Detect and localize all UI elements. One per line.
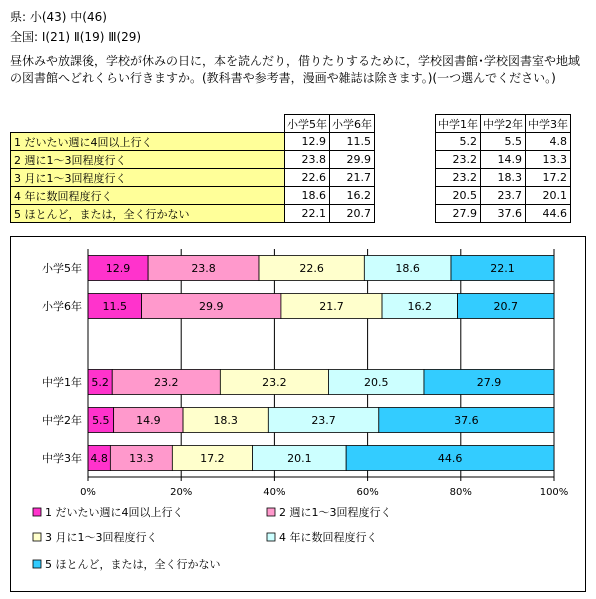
x-tick-label: 40%: [263, 487, 286, 498]
data-label: 13.3: [129, 452, 154, 465]
cell-e5: 22.6: [285, 169, 330, 187]
data-label: 44.6: [437, 452, 463, 465]
cell-m3: 44.6: [526, 205, 571, 223]
table-row: [11, 187, 375, 205]
data-label: 23.2: [154, 376, 179, 389]
cell-m1: 23.2: [436, 169, 481, 187]
prefecture-sample-line: 県: 小(43) 中(46): [10, 10, 107, 24]
cell-e5: 23.8: [285, 151, 330, 169]
data-label: 23.2: [262, 376, 287, 389]
national-sample-line: 全国: Ⅰ(21) Ⅱ(19) Ⅲ(29): [10, 30, 142, 44]
category-label: 小学5年: [42, 262, 82, 275]
category-label: 中学3年: [42, 452, 82, 465]
x-tick-label: 80%: [449, 487, 472, 498]
legend-label: 1 だいたい週に4回以上行く: [45, 506, 184, 519]
x-tick-label: 20%: [170, 487, 193, 498]
legend-swatch: [33, 533, 41, 541]
middle-school-table: [435, 114, 571, 223]
data-label: 21.7: [319, 300, 344, 313]
legend-label: 3 月に1～3回程度行く: [45, 531, 158, 544]
cell-m1: 23.2: [436, 151, 481, 169]
category-label: 中学1年: [42, 376, 82, 389]
cell-m2: 14.9: [481, 151, 526, 169]
cell-m3: 17.2: [526, 169, 571, 187]
data-label: 4.8: [90, 452, 108, 465]
table-row: [11, 151, 375, 169]
col-header-e6: 小学6年: [330, 115, 375, 133]
x-tick-label: 60%: [356, 487, 379, 498]
legend-swatch: [33, 508, 41, 516]
question-text: 昼休みや放課後，学校が休みの日に，本を読んだり，借りたりするために，学校図書館･学校図書室や地域の図書館へどれくらい行きますか。(教科書や参考書，漫画や雑誌は除きます。)(一つ選んでください。): [10, 54, 581, 85]
data-label: 5.2: [91, 376, 109, 389]
table-row: [436, 151, 571, 169]
data-label: 20.7: [493, 300, 519, 313]
data-label: 12.9: [105, 262, 131, 275]
row-label: 1 だいたい週に4回以上行く: [11, 133, 285, 151]
cell-m2: 18.3: [481, 169, 526, 187]
data-label: 18.3: [213, 414, 238, 427]
legend-label: 2 週に1～3回程度行く: [279, 506, 392, 519]
data-label: 23.7: [311, 414, 336, 427]
cell-e6: 20.7: [330, 205, 375, 223]
table-row: [436, 187, 571, 205]
cell-e5: 22.1: [285, 205, 330, 223]
table-row: [436, 205, 571, 223]
data-label: 20.1: [287, 452, 312, 465]
cell-e6: 21.7: [330, 169, 375, 187]
data-label: 17.2: [200, 452, 225, 465]
data-label: 18.6: [395, 262, 420, 275]
table-row: [436, 133, 571, 151]
cell-m2: 23.7: [481, 187, 526, 205]
cell-m3: 20.1: [526, 187, 571, 205]
table-header-row: [436, 115, 571, 133]
data-label: 23.8: [191, 262, 216, 275]
cell-e5: 18.6: [285, 187, 330, 205]
cell-m1: 5.2: [436, 133, 481, 151]
table-header-row: [11, 115, 375, 133]
row-label: 5 ほとんど，または，全く行かない: [11, 205, 285, 223]
cell-e6: 29.9: [330, 151, 375, 169]
col-header-e5: 小学5年: [285, 115, 330, 133]
stacked-bar-chart: [11, 237, 585, 591]
cell-e6: 11.5: [330, 133, 375, 151]
data-label: 20.5: [363, 376, 389, 389]
cell-m3: 13.3: [526, 151, 571, 169]
cell-m2: 37.6: [481, 205, 526, 223]
cell-m1: 20.5: [436, 187, 481, 205]
table-row: [11, 205, 375, 223]
table-corner: [11, 115, 285, 133]
data-label: 27.9: [476, 376, 502, 389]
x-tick-label: 0%: [80, 487, 96, 498]
legend-swatch: [267, 508, 275, 516]
row-label: 3 月に1～3回程度行く: [11, 169, 285, 187]
cell-e5: 12.9: [285, 133, 330, 151]
cell-m2: 5.5: [481, 133, 526, 151]
table-row: [11, 169, 375, 187]
category-label: 小学6年: [42, 300, 82, 313]
col-header-m1: 中学1年: [436, 115, 481, 133]
table-row: [11, 133, 375, 151]
col-header-m3: 中学3年: [526, 115, 571, 133]
elementary-table: [10, 114, 375, 223]
row-label: 2 週に1～3回程度行く: [11, 151, 285, 169]
data-label: 11.5: [102, 300, 128, 313]
col-header-m2: 中学2年: [481, 115, 526, 133]
data-label: 22.1: [490, 262, 515, 275]
legend-label: 5 ほとんど，または，全く行かない: [45, 558, 221, 571]
category-label: 中学2年: [42, 414, 82, 427]
data-label: 16.2: [407, 300, 433, 313]
data-label: 5.5: [92, 414, 110, 427]
table-row: [436, 169, 571, 187]
x-tick-label: 100%: [539, 487, 569, 498]
cell-e6: 16.2: [330, 187, 375, 205]
legend-label: 4 年に数回程度行く: [279, 531, 378, 544]
data-label: 14.9: [136, 414, 161, 427]
data-label: 22.6: [299, 262, 324, 275]
chart-frame: [10, 236, 586, 592]
cell-m1: 27.9: [436, 205, 481, 223]
legend-swatch: [267, 533, 275, 541]
data-label: 29.9: [199, 300, 224, 313]
legend-swatch: [33, 560, 41, 568]
row-label: 4 年に数回程度行く: [11, 187, 285, 205]
data-label: 37.6: [454, 414, 479, 427]
cell-m3: 4.8: [526, 133, 571, 151]
